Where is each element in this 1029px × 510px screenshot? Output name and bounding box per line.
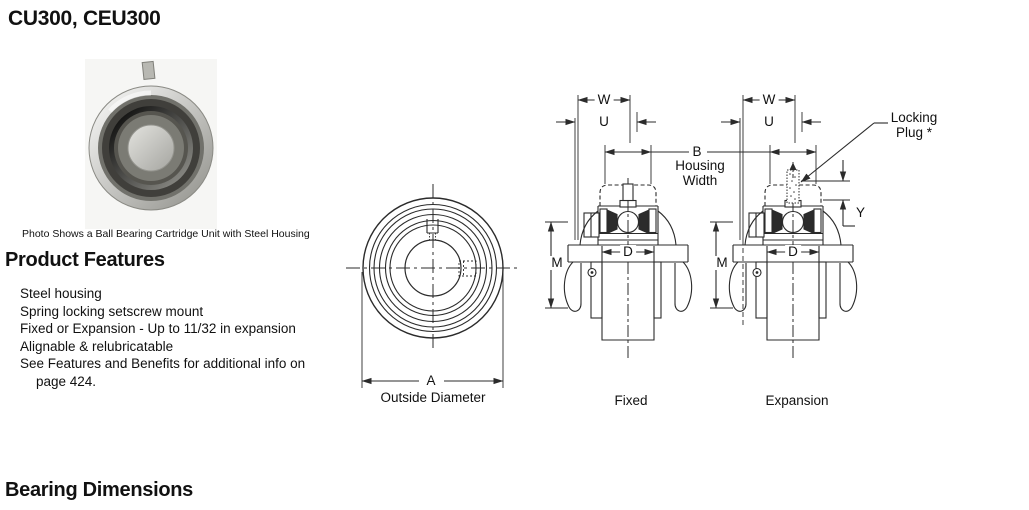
- dim-w-label-fixed: W: [595, 93, 614, 107]
- feature-item: Fixed or Expansion - Up to 11/32 in expansion: [20, 321, 296, 336]
- product-photo: [85, 59, 217, 229]
- dim-u-label-fixed: U: [596, 115, 612, 129]
- product-features-heading: Product Features: [5, 249, 165, 271]
- feature-item: Steel housing: [20, 286, 102, 301]
- expansion-view-drawing: [710, 95, 857, 358]
- feature-item: Alignable & relubricatable: [20, 338, 174, 354]
- dim-u-label-expansion: U: [761, 115, 777, 129]
- dim-d-label-fixed: D: [620, 245, 636, 259]
- dim-w-label-expansion: W: [760, 93, 779, 107]
- fixed-view-caption: Fixed: [614, 393, 648, 408]
- page-title: CU300, CEU300: [8, 7, 161, 30]
- expansion-view-caption: Expansion: [765, 393, 829, 408]
- dim-d-label-expansion: D: [785, 245, 801, 259]
- dim-b-label: B: [689, 145, 704, 159]
- locking-plug-label: Locking Plug *: [890, 110, 938, 140]
- feature-item: Spring locking setscrew mount: [20, 303, 204, 319]
- dim-m-label-fixed: M: [548, 256, 565, 270]
- photo-caption: Photo Shows a Ball Bearing Cartridge Unit with Steel Housing: [22, 228, 310, 240]
- dim-b-caption: Housing Width: [675, 158, 725, 188]
- fixed-view-drawing: [545, 95, 692, 358]
- dim-m-label-expansion: M: [713, 256, 730, 270]
- front-view-drawing: [346, 184, 520, 388]
- bearing-dimensions-heading: Bearing Dimensions: [5, 479, 193, 501]
- feature-item: See Features and Benefits for additional info on page 424.: [20, 356, 306, 389]
- product-features-list: [20, 285, 332, 390]
- dim-y-label: Y: [856, 205, 866, 220]
- dim-a-label: A: [423, 374, 438, 388]
- front-view-caption: Outside Diameter: [380, 390, 486, 405]
